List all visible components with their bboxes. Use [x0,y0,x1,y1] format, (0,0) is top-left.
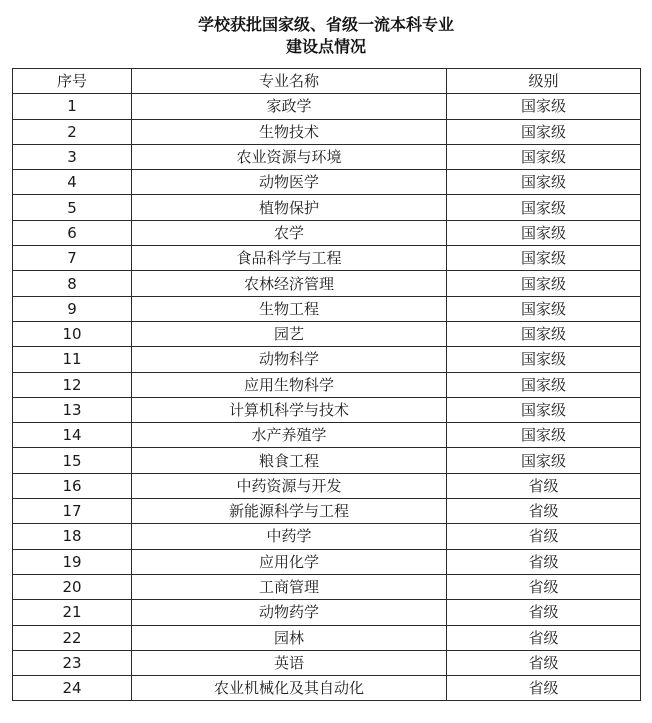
cell-major-name: 生物技术 [132,119,447,144]
cell-major-name: 动物科学 [132,347,447,372]
table-row [13,448,641,473]
cell-serial-number: 1 [13,94,132,119]
cell-serial-number: 22 [13,625,132,650]
cell-serial-number: 21 [13,600,132,625]
cell-level: 省级 [447,524,641,549]
cell-major-name: 动物医学 [132,170,447,195]
table-row [13,94,641,119]
cell-serial-number: 6 [13,220,132,245]
cell-major-name: 植物保护 [132,195,447,220]
table-row [13,473,641,498]
table-row [13,119,641,144]
cell-level: 省级 [447,676,641,701]
cell-major-name: 中药学 [132,524,447,549]
header-major-name: 专业名称 [132,69,447,94]
document-title [0,14,652,58]
table-row [13,423,641,448]
cell-serial-number: 23 [13,650,132,675]
cell-serial-number: 24 [13,676,132,701]
cell-serial-number: 20 [13,574,132,599]
cell-major-name: 粮食工程 [132,448,447,473]
table-row [13,524,641,549]
cell-level: 国家级 [447,397,641,422]
table-row [13,271,641,296]
cell-level: 国家级 [447,195,641,220]
cell-level: 国家级 [447,144,641,169]
cell-major-name: 家政学 [132,94,447,119]
table-header-row [13,69,641,94]
cell-major-name: 应用化学 [132,549,447,574]
table-row [13,397,641,422]
cell-major-name: 工商管理 [132,574,447,599]
cell-major-name: 农林经济管理 [132,271,447,296]
cell-major-name: 园林 [132,625,447,650]
cell-serial-number: 15 [13,448,132,473]
cell-serial-number: 14 [13,423,132,448]
cell-level: 国家级 [447,423,641,448]
table-row [13,676,641,701]
header-serial-number: 序号 [13,69,132,94]
cell-level: 省级 [447,499,641,524]
cell-level: 国家级 [447,220,641,245]
cell-level: 国家级 [447,94,641,119]
cell-major-name: 中药资源与开发 [132,473,447,498]
cell-serial-number: 12 [13,372,132,397]
cell-level: 省级 [447,574,641,599]
cell-level: 国家级 [447,296,641,321]
cell-level: 国家级 [447,448,641,473]
cell-major-name: 农学 [132,220,447,245]
cell-major-name: 水产养殖学 [132,423,447,448]
cell-level: 国家级 [447,170,641,195]
cell-serial-number: 18 [13,524,132,549]
cell-serial-number: 5 [13,195,132,220]
cell-level: 国家级 [447,271,641,296]
cell-major-name: 食品科学与工程 [132,246,447,271]
cell-level: 国家级 [447,347,641,372]
table-row [13,574,641,599]
cell-level: 国家级 [447,372,641,397]
title-line-2: 建设点情况 [285,37,366,56]
header-level: 级别 [447,69,641,94]
cell-major-name: 园艺 [132,321,447,346]
cell-level: 国家级 [447,321,641,346]
cell-major-name: 新能源科学与工程 [132,499,447,524]
cell-serial-number: 11 [13,347,132,372]
cell-serial-number: 17 [13,499,132,524]
cell-level: 国家级 [447,246,641,271]
cell-major-name: 生物工程 [132,296,447,321]
table-row [13,499,641,524]
cell-major-name: 动物药学 [132,600,447,625]
cell-serial-number: 4 [13,170,132,195]
table-row [13,625,641,650]
majors-table [12,68,641,701]
cell-serial-number: 9 [13,296,132,321]
cell-level: 省级 [447,625,641,650]
cell-level: 省级 [447,600,641,625]
cell-major-name: 农业资源与环境 [132,144,447,169]
table-row [13,246,641,271]
cell-serial-number: 10 [13,321,132,346]
table-row [13,144,641,169]
table-row [13,220,641,245]
cell-level: 省级 [447,549,641,574]
cell-serial-number: 13 [13,397,132,422]
cell-serial-number: 7 [13,246,132,271]
cell-serial-number: 8 [13,271,132,296]
cell-major-name: 农业机械化及其自动化 [132,676,447,701]
cell-major-name: 应用生物科学 [132,372,447,397]
cell-level: 省级 [447,473,641,498]
table-row [13,170,641,195]
table-row [13,195,641,220]
title-line-1: 学校获批国家级、省级一流本科专业 [197,15,454,34]
table-row [13,296,641,321]
cell-level: 国家级 [447,119,641,144]
cell-major-name: 英语 [132,650,447,675]
table-row [13,347,641,372]
table-row [13,549,641,574]
table-row [13,600,641,625]
cell-serial-number: 2 [13,119,132,144]
table-row [13,650,641,675]
cell-major-name: 计算机科学与技术 [132,397,447,422]
table-row [13,372,641,397]
cell-level: 省级 [447,650,641,675]
cell-serial-number: 16 [13,473,132,498]
cell-serial-number: 19 [13,549,132,574]
table-body [13,94,641,701]
cell-serial-number: 3 [13,144,132,169]
table-row [13,321,641,346]
